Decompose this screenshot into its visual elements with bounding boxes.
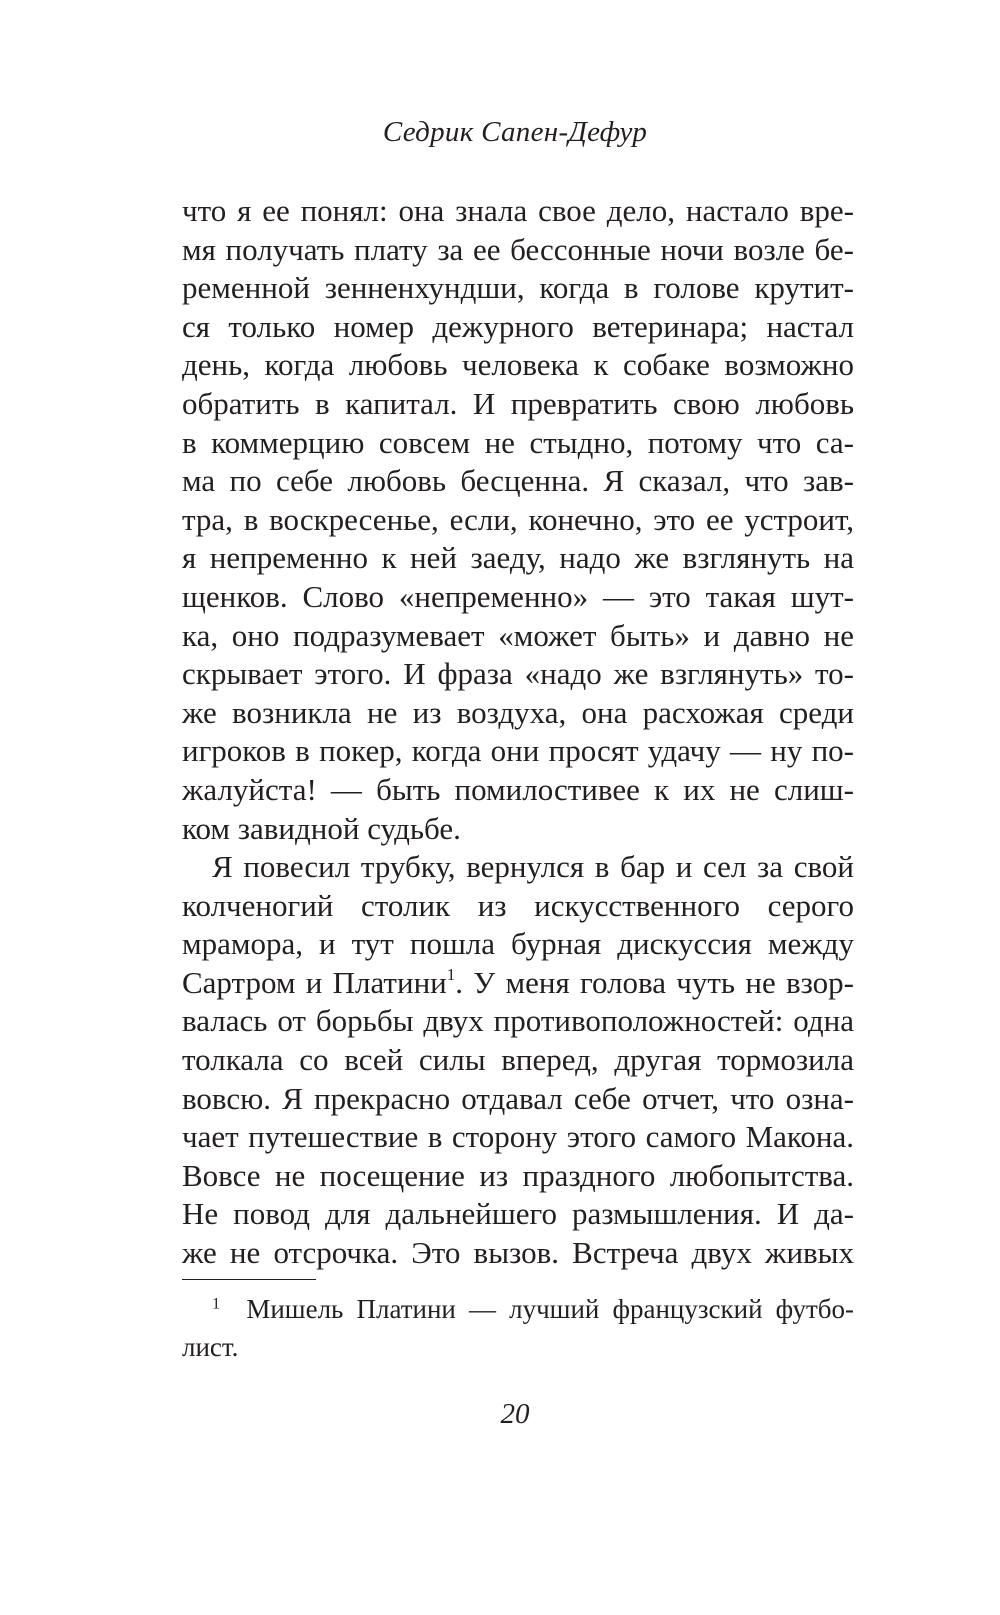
body-line: скрывает этого. И фраза «надо же взглянуть» то- [182,656,854,692]
footnote [182,1290,854,1366]
body-line: что я ее понял: она знала свое дело, настало вре- [182,193,854,228]
body-line: валась от борьбы двух противоположностей: одна [182,1003,854,1039]
body-line-segment: Сартром и Платини [182,964,447,1000]
footnote-separator-rule [182,1279,316,1280]
footnote-reference-link[interactable]: 1 [446,965,456,985]
footnote-line: лист. [182,1332,239,1362]
body-line-segment: . У меня голова чуть не взор- [455,964,854,1000]
body-line: жалуйста! — быть помилостивее к их не слиш- [182,771,854,807]
body-text [182,192,854,1273]
body-line: же возникла не из воздуха, она расхожая среди [182,694,854,730]
page-number: 20 [500,1398,530,1430]
body-line: тра, в воскресенье, если, конечно, это ее устроит, [182,501,854,537]
body-line: ка, оно подразумевает «может быть» и давно не [182,617,854,653]
body-line: чает путешествие в сторону этого самого Макона. [182,1119,854,1155]
body-line: игроков в покер, когда они просят удачу — ну по- [182,733,854,769]
body-line: ременной зенненхундши, когда в голове крутит- [182,270,854,306]
body-line: мрамора, и тут пошла бурная дискуссия между [182,926,854,962]
body-line: день, когда любовь человека к собаке возможно [182,347,854,383]
body-line: ма по себе любовь бесценна. Я сказал, что зав- [182,463,854,499]
body-line: обратить в капитал. И превратить свою любовь [182,385,854,421]
body-line: ся только номер дежурного ветеринара; настал [182,308,854,344]
body-line: я непременно к ней заеду, надо же взглянуть на [182,540,854,576]
body-line: толкала со всей силы вперед, другая тормозила [182,1042,854,1078]
footnote-line [182,1290,854,1328]
footnote-mark: 1 [212,1294,221,1313]
body-line: щенков. Слово «непременно» — это такая шут- [182,578,854,614]
body-line: Вовсе не посещение из праздного любопытства. [182,1157,854,1193]
footnote-text: Мишель Платини — лучший французский футбо- [246,1294,854,1324]
body-line: вовсю. Я прекрасно отдавал себе отчет, что озна- [182,1080,854,1116]
body-line: колченогий столик из искусственного серого [182,887,854,923]
body-line-with-footnote-ref [182,964,854,1003]
body-line: в коммерцию совсем не стыдно, потому что са- [182,424,854,460]
body-line: Не повод для дальнейшего размышления. И да- [182,1196,854,1232]
body-line: мя получать плату за ее бессонные ночи возле бе- [182,231,854,267]
body-line-paragraph-end: ком завидной судьбе. [182,810,461,846]
body-line-paragraph-start: Я повесил трубку, вернулся в бар и сел за свой [212,849,854,885]
running-head-author: Седрик Сапен-Дефур [382,116,648,148]
body-line: же не отсрочка. Это вызов. Встреча двух живых [182,1235,854,1271]
